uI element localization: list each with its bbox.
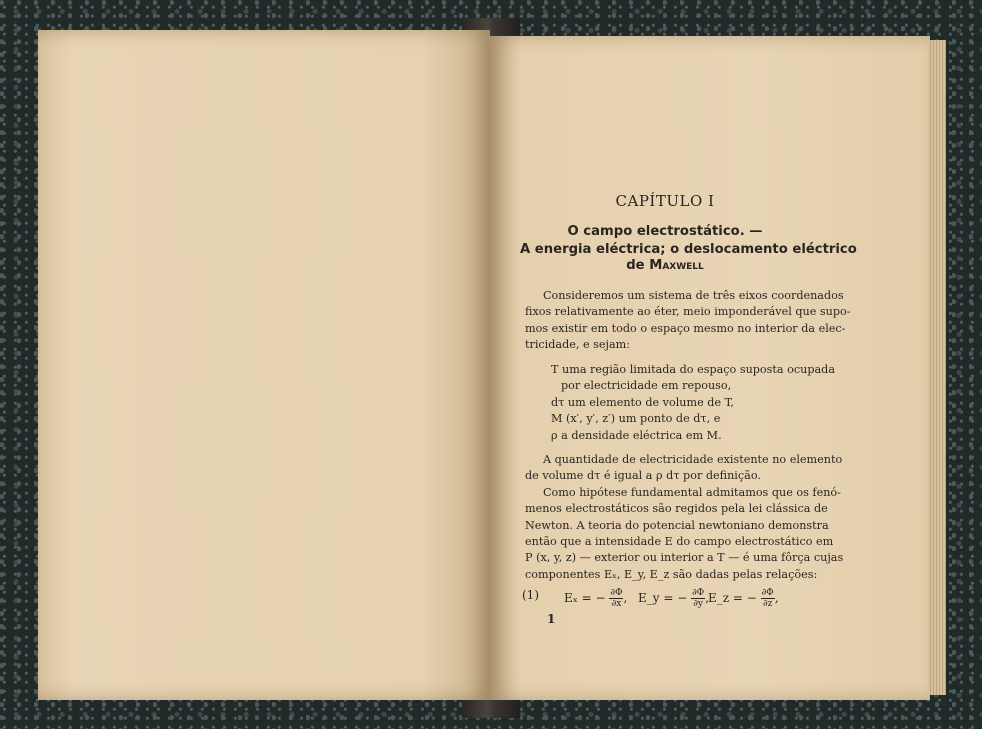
section-title-line-3 <box>520 258 810 273</box>
definitions-list <box>551 362 835 444</box>
equation-term-y <box>638 588 709 609</box>
separator: , <box>623 591 628 605</box>
paragraph-1 <box>525 288 851 354</box>
paragraph-line: Como hipótese fundamental admitamos que os fenó- <box>543 485 841 499</box>
paragraph-2 <box>525 452 843 583</box>
paragraph-line: mos existir em todo o espaço mesmo no interior da elec- <box>525 321 846 335</box>
paragraph-line: P (x, y, z) — exterior ou interior a T — é uma fôrça cujas <box>525 551 844 565</box>
paragraph-line: fixos relativamente ao éter, meio imponderável que supo- <box>525 305 851 319</box>
fraction <box>691 588 705 609</box>
numerator: ∂Φ <box>692 588 705 598</box>
paragraph-line: então que a intensidade E do campo electrostático em <box>525 535 834 549</box>
page-edges <box>928 40 946 695</box>
chapter-heading: CAPÍTULO I <box>615 192 715 210</box>
term-lhs: E_z = − <box>708 591 757 605</box>
equation-term-z <box>708 588 779 609</box>
section-title-line-2: A energia eléctrica; o deslocamento eléctrico <box>520 242 857 257</box>
definition-line: ρ a densidade eléctrica em M. <box>551 428 722 442</box>
paragraph-line: de volume dτ é igual a ρ dτ por definição. <box>525 469 761 483</box>
paragraph-line: menos electrostáticos são regidos pela lei clássica de <box>525 502 828 516</box>
page-number: 1 <box>547 612 556 626</box>
denominator: ∂x <box>611 599 622 609</box>
title-prefix: de <box>626 258 645 273</box>
definition-line: M (x′, y′, z′) um ponto de dτ, e <box>551 412 721 426</box>
term-lhs: E_y = − <box>638 591 688 605</box>
definition-line: por electricidade em repouso, <box>561 379 732 393</box>
numerator: ∂Φ <box>761 588 774 598</box>
paragraph-line: componentes Eₓ, E_y, E_z são dadas pelas relações: <box>525 567 818 581</box>
separator: , <box>705 591 709 605</box>
paragraph-line: A quantidade de electricidade existente no elemento <box>543 453 843 466</box>
title-author-name: Maxwell <box>649 258 704 273</box>
denominator: ∂z <box>762 599 773 609</box>
equation-number: (1) <box>522 588 539 602</box>
equation-term-x <box>564 588 627 609</box>
definition-line: T uma região limitada do espaço suposta ocupada <box>551 363 836 376</box>
term-lhs: Eₓ = − <box>564 591 606 605</box>
separator: , <box>774 591 779 605</box>
fraction <box>761 588 775 609</box>
paragraph-line: Newton. A teoria do potencial newtoniano demonstra <box>525 518 829 532</box>
numerator: ∂Φ <box>610 588 623 598</box>
paragraph-line: Consideremos um sistema de três eixos coordenados <box>543 289 844 302</box>
left-page-blank <box>38 30 490 700</box>
denominator: ∂y <box>693 599 703 609</box>
section-title-line-1: O campo electrostático. — <box>567 224 763 239</box>
fraction <box>609 588 623 609</box>
paragraph-line: tricidade, e sejam: <box>525 338 631 352</box>
definition-line: dτ um elemento de volume de T, <box>551 395 734 409</box>
